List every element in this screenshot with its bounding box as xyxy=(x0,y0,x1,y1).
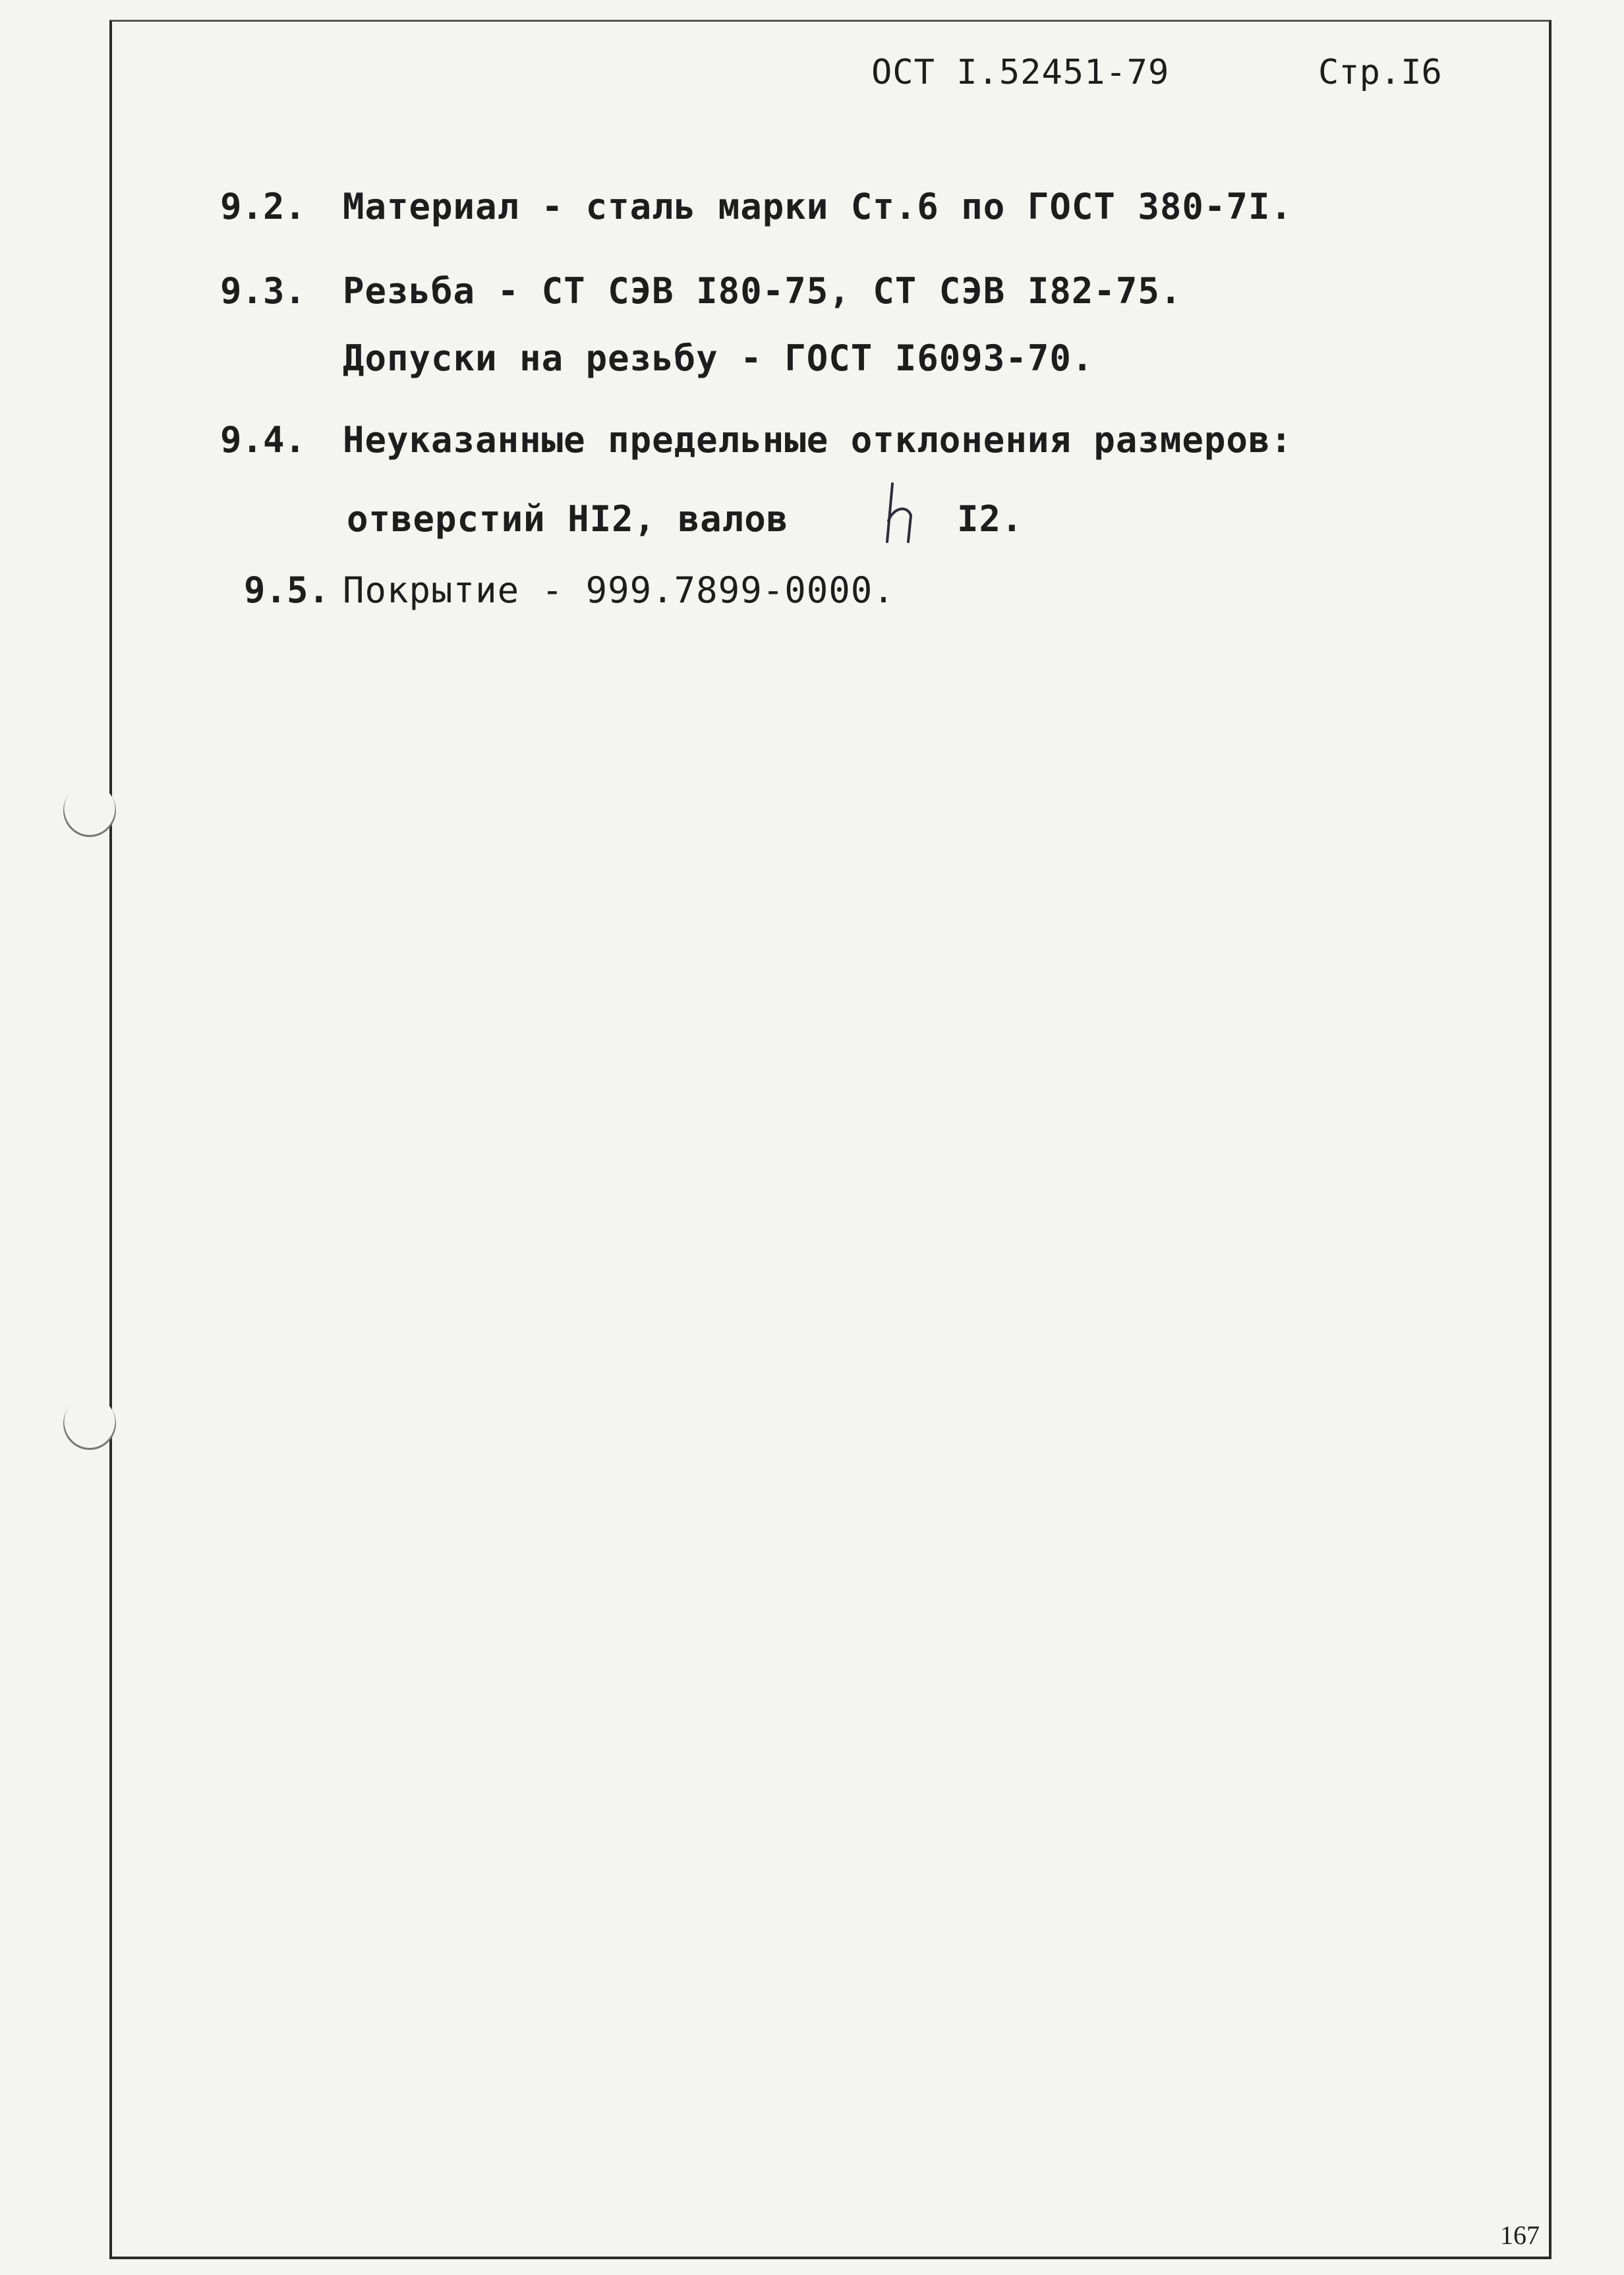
item-text: отверстий HI2, валов xyxy=(347,498,789,540)
item-number: 9.5. xyxy=(244,569,330,611)
item-text: Покрытие - 999.7899-0000. xyxy=(343,569,895,611)
page-label: Стр.I6 xyxy=(1318,53,1442,92)
handwritten-h-mark xyxy=(883,481,923,544)
item-text: I2. xyxy=(957,498,1024,540)
item-text: Материал - сталь марки Ст.6 по ГОСТ 380-7I. xyxy=(343,186,1292,227)
item-text: Неуказанные предельные отклонения размеров: xyxy=(343,419,1292,461)
item-number: 9.2. xyxy=(220,186,306,227)
item-text: Допуски на резьбу - ГОСТ I6093-70. xyxy=(343,337,1094,379)
document-code: ОСТ I.52451-79 xyxy=(871,53,1170,92)
sheet-number: 167 xyxy=(1500,2220,1540,2250)
item-number: 9.3. xyxy=(220,270,306,312)
item-number: 9.4. xyxy=(220,419,306,461)
item-text: Резьба - СТ СЭВ I80-75, СТ СЭВ I82-75. xyxy=(343,270,1182,312)
